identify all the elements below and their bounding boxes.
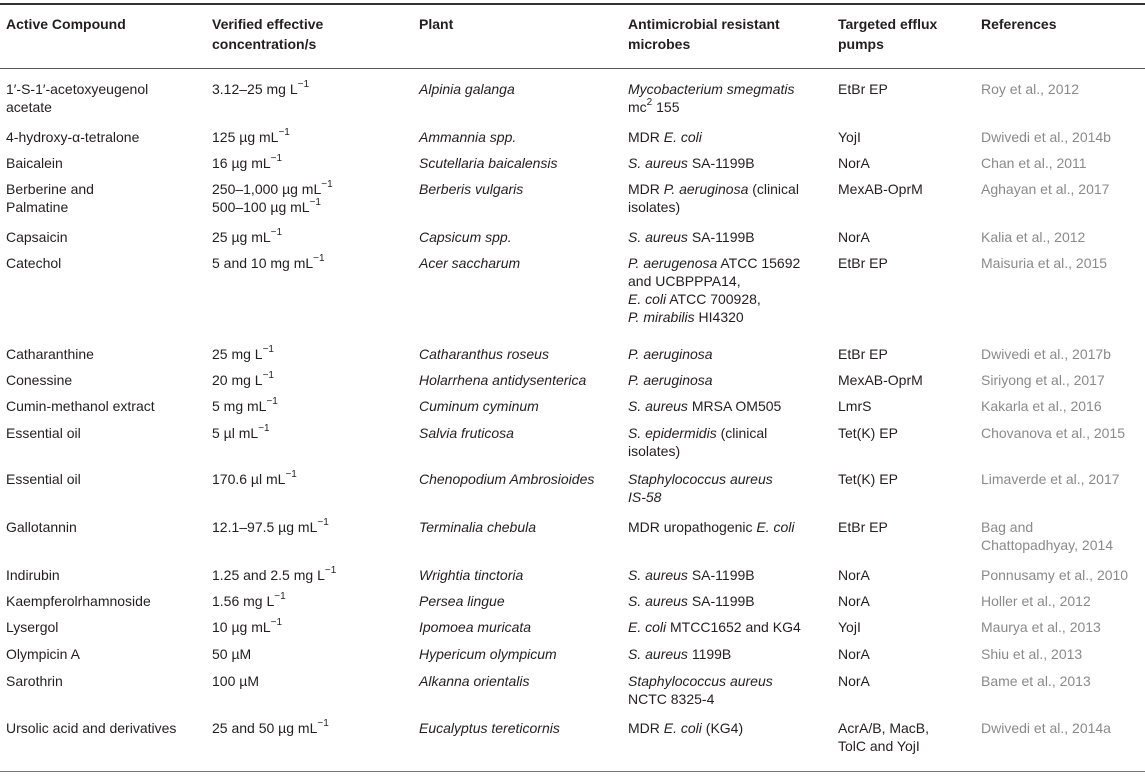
reference-cell: [981, 645, 1082, 663]
reference-cell: [981, 424, 1125, 442]
efflux-pumps-cell: [838, 645, 870, 663]
active-compound-cell: [6, 719, 176, 737]
cell-line: Persea lingue: [419, 593, 505, 609]
cell-line: Sarothrin: [6, 673, 63, 689]
concentration-cell: [212, 128, 290, 146]
concentration-cell: [212, 228, 282, 246]
cell-line: 25 mg $L^{-1}$: [212, 344, 274, 362]
header-rule: [0, 68, 1145, 69]
cell-line: S. aureus SA-1199B: [628, 155, 755, 171]
cell-line: 16 µg $mL^{-1}$: [212, 153, 283, 171]
cell-line: Lysergol: [6, 619, 59, 635]
cell-line: Kaempferolrhamnoside: [6, 593, 151, 609]
active-compound-cell: [6, 566, 60, 584]
cell-line: 3.12–25 mg $L^{-1}$: [212, 79, 310, 97]
plant-cell: [419, 371, 586, 389]
cell-line: S. epidermidis (clinical: [628, 425, 768, 441]
reference-cell: [981, 566, 1128, 584]
efflux-pumps-cell: [838, 592, 870, 610]
cell-line: IS-58: [628, 489, 662, 505]
cell-line: Dwivedi et al., 2014a: [981, 720, 1111, 736]
cell-line: Eucalyptus tereticornis: [419, 720, 560, 736]
cell-line: Berberis vulgaris: [419, 181, 524, 197]
cell-line: Ammannia spp.: [419, 129, 517, 145]
active-compound-cell: [6, 345, 94, 363]
cell-line: 125 µg $mL^{-1}$: [212, 127, 290, 145]
cell-line: Maisuria et al., 2015: [981, 255, 1108, 271]
cell-line: Ursolic acid and derivatives: [6, 720, 177, 736]
cell-line: P. mirabilis HI4320: [628, 309, 744, 325]
microbes-cell: [628, 645, 731, 663]
efflux-pumps-cell: [838, 254, 888, 272]
concentration-cell: [212, 470, 297, 488]
cell-line: Siriyong et al., 2017: [981, 372, 1105, 388]
reference-cell: [981, 592, 1091, 610]
plant-cell: [419, 228, 512, 246]
cell-line: Capsicum spp.: [419, 229, 512, 245]
cell-line: Alpinia galanga: [419, 81, 515, 97]
cell-line: 25 µg $mL^{-1}$: [212, 227, 283, 245]
microbes-cell: [628, 128, 702, 146]
microbes-cell: [628, 518, 795, 536]
plant-cell: [419, 618, 531, 636]
header-line: concentration/s: [212, 36, 317, 52]
cell-line: Limaverde et al., 2017: [981, 471, 1120, 487]
plant-cell: [419, 154, 558, 172]
reference-cell: [981, 518, 1113, 554]
active-compound-cell: [6, 424, 81, 442]
cell-line: NorA: [838, 593, 870, 609]
cell-line: 20 mg $L^{-1}$: [212, 370, 274, 388]
cell-line: Kakarla et al., 2016: [981, 398, 1102, 414]
plant-cell: [419, 254, 520, 272]
cell-line: MexAB-OprM: [838, 372, 923, 388]
concentration-cell: [212, 618, 282, 636]
cell-line: 10 µg $mL^{-1}$: [212, 617, 283, 635]
cell-line: EtBr EP: [838, 346, 888, 362]
active-compound-cell: [6, 518, 77, 536]
efflux-pumps-cell: [838, 180, 923, 198]
microbes-cell: [628, 228, 755, 246]
cell-line: Ipomoea muricata: [419, 619, 532, 635]
cell-line: 50 µM: [212, 646, 252, 662]
efflux-pumps-cell: [838, 618, 861, 636]
cell-line: Tet(K) EP: [838, 471, 898, 487]
header-efflux-pumps: [838, 14, 937, 54]
plant-cell: [419, 645, 557, 663]
microbes-cell: [628, 345, 713, 363]
cell-line: EtBr EP: [838, 255, 888, 271]
efflux-pumps-cell: [838, 128, 861, 146]
concentration-cell: [212, 518, 329, 536]
cell-line: Kalia et al., 2012: [981, 229, 1086, 245]
concentration-cell: [212, 672, 259, 690]
cell-line: Scutellaria baicalensis: [419, 155, 558, 171]
cell-line: TolC and YojI: [838, 738, 920, 754]
cell-line: 100 µM: [212, 673, 259, 689]
cell-line: E. coli ATCC 700928,: [628, 291, 761, 307]
cell-line: 12.1–97.5 µg $mL^{-1}$: [212, 517, 329, 535]
active-compound-cell: [6, 470, 81, 488]
microbes-cell: [628, 424, 767, 460]
cell-line: S. aureus 1199B: [628, 646, 732, 662]
active-compound-cell: [6, 645, 80, 663]
cell-line: Bame et al., 2013: [981, 673, 1091, 689]
plant-cell: [419, 566, 523, 584]
concentration-cell: [212, 254, 325, 272]
cell-line: Holler et al., 2012: [981, 593, 1091, 609]
cell-line: 1.56 mg $L^{-1}$: [212, 591, 286, 609]
header-active-compound: [6, 14, 126, 34]
active-compound-cell: [6, 180, 94, 216]
cell-line: P. aeruginosa: [628, 346, 713, 362]
cell-line: NorA: [838, 155, 870, 171]
header-references: [981, 14, 1057, 34]
microbes-cell: [628, 254, 800, 326]
concentration-cell: [212, 719, 329, 737]
cell-line: Olympicin A: [6, 646, 80, 662]
cell-line: Chattopadhyay, 2014: [981, 537, 1114, 553]
efflux-pumps-cell: [838, 345, 888, 363]
cell-line: Holarrhena antidysenterica: [419, 372, 587, 388]
cell-line: Bag and: [981, 519, 1034, 535]
reference-cell: [981, 180, 1109, 198]
concentration-cell: [212, 566, 336, 584]
cell-line: E. coli MTCC1652 and KG4: [628, 619, 801, 635]
microbes-cell: [628, 719, 743, 737]
cell-line: MDR E. coli (KG4): [628, 720, 744, 736]
cell-line: Mycobacterium smegmatis: [628, 81, 795, 97]
plant-cell: [419, 80, 515, 98]
efflux-pumps-cell: [838, 371, 923, 389]
cell-line: Essential oil: [6, 425, 81, 441]
cell-line: isolates): [628, 199, 681, 215]
cell-line: EtBr EP: [838, 519, 888, 535]
cell-line: 5 µl $mL^{-1}$: [212, 423, 270, 441]
concentration-cell: [212, 345, 274, 363]
cell-line: YojI: [838, 619, 861, 635]
microbes-cell: [628, 180, 799, 216]
reference-cell: [981, 154, 1087, 172]
cell-line: Cumin-methanol extract: [6, 398, 155, 414]
concentration-cell: [212, 424, 270, 442]
cell-line: Berberine and: [6, 181, 94, 197]
header-line: Verified effective: [212, 16, 324, 32]
active-compound-cell: [6, 254, 61, 272]
cell-line: 4-hydroxy-α-tetralone: [6, 129, 140, 145]
efflux-pumps-cell: [838, 470, 898, 488]
cell-line: Conessine: [6, 372, 73, 388]
cell-line: LmrS: [838, 398, 872, 414]
cell-line: Chan et al., 2011: [981, 155, 1087, 171]
microbes-cell: [628, 397, 781, 415]
cell-line: $mc^2$ 155: [628, 97, 680, 115]
cell-line: Catechol: [6, 255, 62, 271]
reference-cell: [981, 672, 1091, 690]
reference-cell: [981, 228, 1085, 246]
microbes-cell: [628, 80, 795, 116]
concentration-cell: [212, 80, 309, 98]
plant-cell: [419, 470, 594, 488]
cell-line: Dwivedi et al., 2017b: [981, 346, 1111, 362]
cell-line: Roy et al., 2012: [981, 81, 1080, 97]
concentration-cell: [212, 592, 286, 610]
reference-cell: [981, 371, 1105, 389]
cell-line: acetate: [6, 99, 52, 115]
cell-line: 25 and 50 µg $mL^{-1}$: [212, 718, 329, 736]
cell-line: 5 and 10 mg $mL^{-1}$: [212, 253, 325, 271]
cell-line: Capsaicin: [6, 229, 68, 245]
efflux-pumps-cell: [838, 228, 870, 246]
concentration-cell: [212, 154, 282, 172]
cell-line: MDR E. coli: [628, 129, 702, 145]
reference-cell: [981, 345, 1111, 363]
cell-line: Maurya et al., 2013: [981, 619, 1101, 635]
cell-line: Tet(K) EP: [838, 425, 898, 441]
reference-cell: [981, 618, 1101, 636]
cell-line: S. aureus MRSA OM505: [628, 398, 782, 414]
microbes-cell: [628, 592, 755, 610]
cell-line: Shiu et al., 2013: [981, 646, 1083, 662]
cell-line: P. aeruginosa: [628, 372, 713, 388]
cell-line: MexAB-OprM: [838, 181, 923, 197]
cell-line: AcrA/B, MacB,: [838, 720, 930, 736]
cell-line: Wrightia tinctoria: [419, 567, 524, 583]
concentration-cell: [212, 180, 333, 216]
header-line: References: [981, 16, 1057, 32]
plant-cell: [419, 345, 549, 363]
cell-line: 170.6 µl $mL^{-1}$: [212, 469, 297, 487]
cell-line: Baicalein: [6, 155, 63, 171]
active-compound-cell: [6, 80, 148, 116]
cell-line: EtBr EP: [838, 81, 888, 97]
active-compound-cell: [6, 672, 63, 690]
cell-line: isolates): [628, 443, 681, 459]
plant-cell: [419, 592, 505, 610]
microbes-cell: [628, 470, 773, 506]
plant-cell: [419, 424, 514, 442]
cell-line: Gallotannin: [6, 519, 77, 535]
header-line: Antimicrobial resistant: [628, 16, 780, 32]
cell-line: NorA: [838, 567, 870, 583]
microbes-cell: [628, 672, 773, 708]
cell-line: Staphylococcus aureus: [628, 471, 773, 487]
cell-line: S. aureus SA-1199B: [628, 229, 755, 245]
cell-line: NCTC 8325-4: [628, 691, 715, 707]
cell-line: MDR uropathogenic E. coli: [628, 519, 795, 535]
plant-cell: [419, 518, 536, 536]
reference-cell: [981, 719, 1111, 737]
header-line: Active Compound: [6, 16, 126, 32]
microbes-cell: [628, 566, 755, 584]
plant-cell: [419, 672, 530, 690]
efflux-pumps-cell: [838, 719, 929, 755]
reference-cell: [981, 128, 1111, 146]
cell-line: 1′-S-1′-acetoxyeugenol: [6, 81, 149, 97]
cell-line: Cuminum cyminum: [419, 398, 539, 414]
header-line: Plant: [419, 16, 454, 32]
reference-cell: [981, 470, 1120, 488]
header-line: Targeted efflux: [838, 16, 938, 32]
reference-cell: [981, 397, 1102, 415]
efflux-pumps-cell: [838, 154, 870, 172]
reference-cell: [981, 254, 1107, 272]
cell-line: NorA: [838, 646, 870, 662]
cell-line: Essential oil: [6, 471, 81, 487]
microbes-cell: [628, 154, 755, 172]
cell-line: NorA: [838, 673, 870, 689]
efflux-pumps-cell: [838, 672, 870, 690]
active-compound-cell: [6, 228, 67, 246]
cell-line: Ponnusamy et al., 2010: [981, 567, 1129, 583]
cell-line: Salvia fruticosa: [419, 425, 514, 441]
active-compound-cell: [6, 128, 139, 146]
cell-line: Acer saccharum: [419, 255, 521, 271]
active-compound-cell: [6, 154, 63, 172]
efflux-pumps-cell: [838, 518, 888, 536]
cell-line: Palmatine: [6, 199, 69, 215]
bottom-rule: [0, 771, 1145, 772]
plant-cell: [419, 128, 516, 146]
plant-cell: [419, 719, 560, 737]
cell-line: MDR P. aeruginosa (clinical: [628, 181, 799, 197]
header-resistant-microbes: [628, 14, 780, 54]
cell-line: 5 mg $mL^{-1}$: [212, 396, 278, 414]
top-rule: [0, 3, 1145, 5]
cell-line: Chenopodium Ambrosioides: [419, 471, 595, 487]
cell-line: Dwivedi et al., 2014b: [981, 129, 1111, 145]
efflux-pumps-cell: [838, 424, 898, 442]
cell-line: Chovanova et al., 2015: [981, 425, 1125, 441]
cell-line: Indirubin: [6, 567, 60, 583]
cell-line: Terminalia chebula: [419, 519, 536, 535]
active-compound-cell: [6, 592, 151, 610]
efflux-pumps-cell: [838, 566, 870, 584]
efflux-pumps-cell: [838, 80, 888, 98]
cell-line: YojI: [838, 129, 861, 145]
reference-cell: [981, 80, 1079, 98]
microbes-cell: [628, 371, 713, 389]
cell-line: Catharanthine: [6, 346, 94, 362]
concentration-cell: [212, 645, 251, 663]
cell-line: P. aerugenosa ATCC 15692: [628, 255, 801, 271]
header-line: microbes: [628, 36, 691, 52]
header-effective-concentration: [212, 14, 323, 54]
cell-line: 250–1,000 µg $mL^{-1}$: [212, 179, 333, 197]
cell-line: Catharanthus roseus: [419, 346, 549, 362]
cell-line: Staphylococcus aureus: [628, 673, 773, 689]
cell-line: NorA: [838, 229, 870, 245]
plant-cell: [419, 180, 523, 198]
cell-line: and UCBPPPA14,: [628, 273, 741, 289]
active-compound-cell: [6, 371, 72, 389]
active-compound-cell: [6, 397, 155, 415]
plant-cell: [419, 397, 539, 415]
cell-line: Hypericum olympicum: [419, 646, 557, 662]
efflux-pumps-cell: [838, 397, 871, 415]
cell-line: S. aureus SA-1199B: [628, 593, 755, 609]
header-line: pumps: [838, 36, 884, 52]
header-plant: [419, 14, 453, 34]
concentration-cell: [212, 397, 278, 415]
microbes-cell: [628, 618, 801, 636]
concentration-cell: [212, 371, 274, 389]
cell-line: 1.25 and 2.5 mg $L^{-1}$: [212, 565, 337, 583]
cell-line: 500–100 µg $mL^{-1}$: [212, 197, 321, 215]
cell-line: Aghayan et al., 2017: [981, 181, 1110, 197]
active-compound-cell: [6, 618, 58, 636]
cell-line: Alkanna orientalis: [419, 673, 530, 689]
cell-line: S. aureus SA-1199B: [628, 567, 755, 583]
